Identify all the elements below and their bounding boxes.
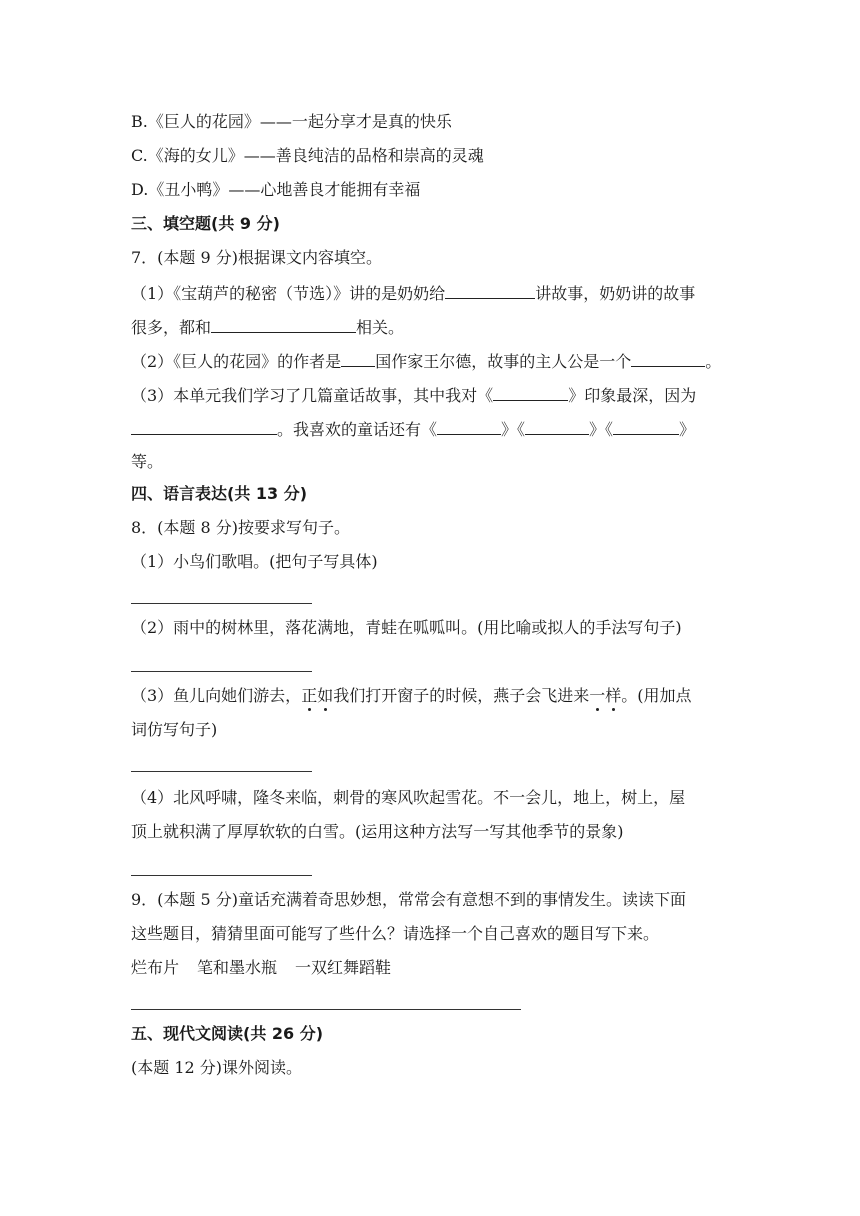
q8-sentence-4-line-1: （4）北风呼啸，隆冬来临，刺骨的寒风吹起雪花。不一会儿，地上，树上，屋 [131,788,686,807]
title-option-1: 烂布片 [131,958,180,977]
option-b: B.《巨人的花园》——一起分享才是真的快乐 [131,112,452,131]
q8-sentence-3-line-2: 词仿写句子) [131,720,218,739]
q7-part-3-line-2 [131,418,695,440]
blank-3[interactable] [341,350,375,367]
q8-s3-text-b: 我们打开窗子的时候，燕子会飞进来 [333,686,590,705]
q7-p3-text-a: （3）本单元我们学习了几篇童话故事，其中我对《 [131,386,494,405]
dotted-char-2: 如 [317,686,334,705]
blank-6[interactable] [131,418,277,435]
q7-part-1-line-2 [131,316,404,338]
blank-9[interactable] [613,418,679,435]
title-option-2: 笔和墨水瓶 [197,958,278,977]
q9-titles [131,958,391,978]
q7-p1-text-b: 讲故事，奶奶讲的故事 [535,284,696,303]
title-option-3: 一双红舞蹈鞋 [295,958,392,977]
dotted-char-4: 样 [605,686,622,705]
section-3-heading: 三、填空题(共 9 分) [131,214,280,233]
section-4-heading: 四、语言表达(共 13 分) [131,484,308,503]
answer-line-4[interactable] [131,875,312,876]
q8-sentence-4-line-2: 顶上就积满了厚厚软软的白雪。(运用这种方法写一写其他季节的景象) [131,822,624,841]
question-9-line-1: 9．(本题 5 分)童话充满着奇思妙想，常常会有意想不到的事情发生。读读下面 [131,890,687,909]
q7-p3-text-c: 。我喜欢的童话还有《 [277,420,438,439]
blank-4[interactable] [631,350,705,367]
option-c: C.《海的女儿》——善良纯洁的品格和崇高的灵魂 [131,146,484,165]
q8-s3-text-c: 。(用加点 [621,686,692,705]
q7-p3-text-e: 》《 [589,420,614,439]
blank-2[interactable] [211,316,356,333]
q7-p3-text-d: 》《 [501,420,526,439]
q7-part-2 [131,350,721,372]
q8-sentence-2: （2）雨中的树林里，落花满地，青蛙在呱呱叫。(用比喻或拟人的手法写句子) [131,618,682,637]
section-5-intro: (本题 12 分)课外阅读。 [131,1058,303,1077]
q7-p1-text-d: 相关。 [356,318,405,337]
q8-sentence-1: （1）小鸟们歌唱。(把句子写具体) [131,552,378,571]
answer-line-3[interactable] [131,771,312,772]
q8-s3-text-a: （3）鱼儿向她们游去， [131,686,302,705]
blank-8[interactable] [525,418,589,435]
q7-p1-text-a: （1）《宝葫芦的秘密（节选）》讲的是奶奶给 [131,284,446,303]
q8-sentence-3-line-1 [131,686,729,706]
option-d: D.《丑小鸭》——心地善良才能拥有幸福 [131,180,421,199]
answer-line-1[interactable] [131,603,312,604]
question-9-line-2: 这些题目，猜猜里面可能写了些什么？请选择一个自己喜欢的题目写下来。 [131,924,660,943]
q7-p1-text-c: 很多，都和 [131,318,212,337]
q7-p2-text-a: （2）《巨人的花园》的作者是 [131,352,342,371]
q7-part-3-line-1 [131,384,729,406]
question-7: 7．(本题 9 分)根据课文内容填空。 [131,248,383,267]
dotted-char-1: 正 [301,686,318,705]
blank-7[interactable] [437,418,501,435]
answer-line-5[interactable] [131,1009,521,1010]
q7-p3-text-f: 》 [679,420,696,439]
q7-p3-text-b: 》印象最深，因为 [568,386,697,405]
q7-part-3-line-3: 等。 [131,452,164,471]
question-8: 8．(本题 8 分)按要求写句子。 [131,518,351,537]
dotted-char-3: 一 [589,686,606,705]
q7-p2-text-c: 。 [705,352,722,371]
blank-1[interactable] [445,282,535,299]
q7-p2-text-b: 国作家王尔德，故事的主人公是一个 [375,352,632,371]
q7-part-1-line-1 [131,282,729,304]
answer-line-2[interactable] [131,671,312,672]
section-5-heading: 五、现代文阅读(共 26 分) [131,1024,324,1043]
blank-5[interactable] [493,384,568,401]
